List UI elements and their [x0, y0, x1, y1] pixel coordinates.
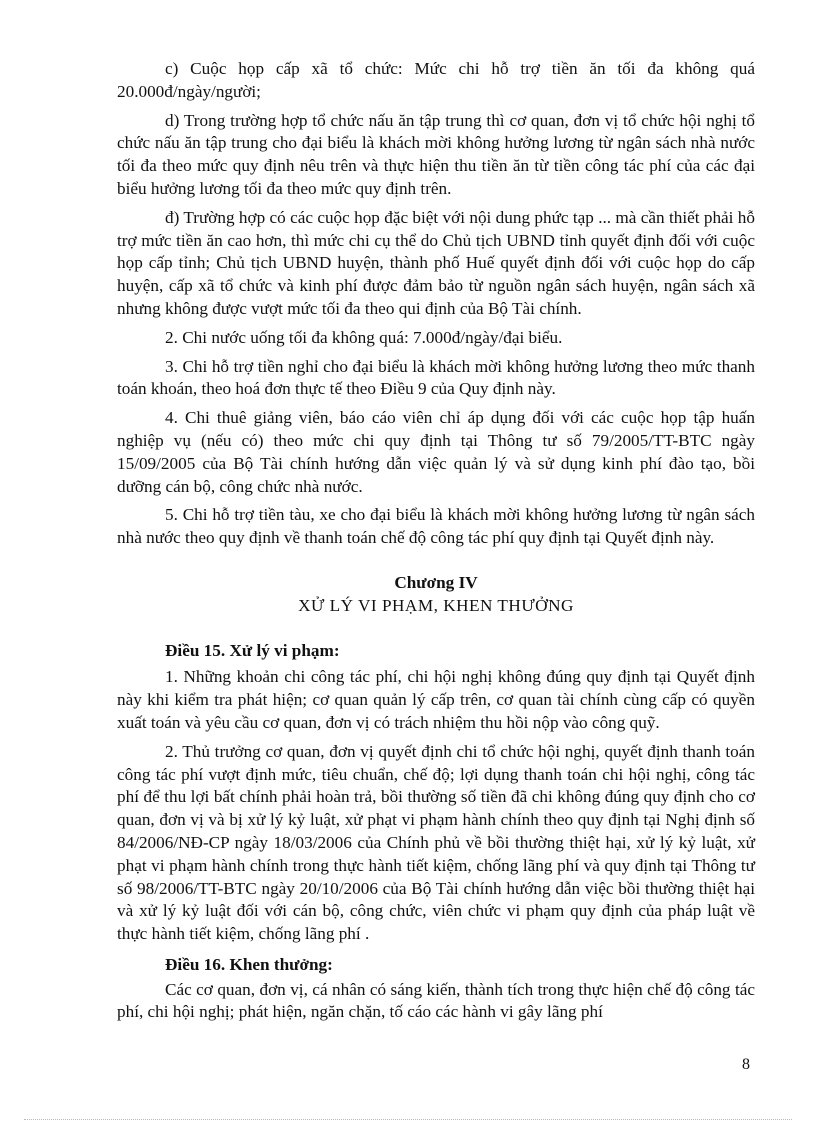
paragraph-item-3: 3. Chi hỗ trợ tiền nghỉ cho đại biểu là khách mời không hưởng lương theo mức thanh toán khoán, theo hoá đơn thực tế theo Điều 9 của Quy định này. — [117, 356, 755, 399]
article-15-paragraph-1: 1. Những khoản chi công tác phí, chi hội nghị không đúng quy định tại Quyết định này khi kiểm tra phát hiện; cơ quan quản lý cấp trên, cơ quan tài chính cùng cấp có quyền xuất toán và yêu cầu cơ quan, đơn vị có trách nhiệm thu hồi nộp vào công quỹ. — [117, 667, 755, 732]
document-page — [117, 58, 755, 1030]
chapter-title: XỬ LÝ VI PHẠM, KHEN THƯỞNG — [298, 595, 574, 615]
paragraph-d: d) Trong trường hợp tổ chức nấu ăn tập trung thì cơ quan, đơn vị tổ chức hội nghị tổ chức nấu ăn tập trung cho đại biểu là khách mời không hưởng lương từ ngân sách nhà nước tối đa theo mức quy định nêu trên và thực hiện thu tiền ăn từ tiền công tác phí của các đại biểu hưởng lương tối đa theo mức quy định trên. — [117, 110, 755, 198]
paragraph-dd: đ) Trường hợp có các cuộc họp đặc biệt với nội dung phức tạp ... mà cần thiết phải hỗ trợ mức tiền ăn cao hơn, thì mức chi cụ thể do Chủ tịch UBND tỉnh quyết định đối với cuộc họp cấp tỉnh; Chủ tịch UBND huyện, thành phố Huế quyết định đối với cuộc họp do cấp huyện, cấp xã tổ chức và kinh phí được đảm bảo từ nguồn ngân sách huyện, ngân sách xã nhưng không được vượt mức tối đa theo qui định của Bộ Tài chính. — [117, 207, 755, 318]
article-16-heading: Điều 16. Khen thưởng: — [165, 954, 333, 974]
paragraph-c: c) Cuộc họp cấp xã tổ chức: Mức chi hỗ trợ tiền ăn tối đa không quá 20.000đ/ngày/người; — [117, 59, 755, 101]
page-number: 8 — [742, 1056, 750, 1073]
page-bottom-divider — [24, 1119, 792, 1120]
article-15-paragraph-2: 2. Thủ trưởng cơ quan, đơn vị quyết định chi tổ chức hội nghị, quyết định thanh toán công tác phí vượt định mức, tiêu chuẩn, chế độ; lợi dụng thanh toán chi hội nghị, công tác phí để thu lợi bất chính phải hoàn trả, bồi thường số tiền đã chi không đúng quy định cho cơ quan, đơn vị và bị xử lý kỷ luật, xử phạt vi phạm hành chính theo quy định tại Nghị định số 84/2006/NĐ-CP ngày 18/03/2006 của Chính phủ về bồi thường thiệt hại, xử lý kỷ luật, xử phạt vi phạm hành chính trong thực hành tiết kiệm, chống lãng phí và quy định tại Thông tư số 98/2006/TT-BTC ngày 20/10/2006 của Bộ Tài chính hướng dẫn việc bồi thường thiệt hại và xử lý kỷ luật đối với cán bộ, công chức, viên chức vi phạm quy định của pháp luật về thực hành tiết kiệm, chống lãng phí . — [117, 741, 755, 944]
paragraph-item-2: 2. Chi nước uống tối đa không quá: 7.000đ/ngày/đại biểu. — [165, 327, 563, 347]
article-15-heading: Điều 15. Xử lý vi phạm: — [165, 640, 340, 660]
article-16-paragraph-1: Các cơ quan, đơn vị, cá nhân có sáng kiến, thành tích trong thực hiện chế độ công tác phí, chi hội nghị; phát hiện, ngăn chặn, tố cáo các hành vi gây lãng phí — [117, 979, 755, 1022]
paragraph-item-5: 5. Chi hỗ trợ tiền tàu, xe cho đại biểu là khách mời không hưởng lương từ ngân sách nhà nước theo quy định về thanh toán chế độ công tác phí quy định tại Quyết định này. — [117, 505, 755, 548]
chapter-heading — [117, 572, 755, 618]
paragraph-item-4: 4. Chi thuê giảng viên, báo cáo viên chỉ áp dụng đối với các cuộc họp tập huấn nghiệp vụ (nếu có) theo mức chi quy định tại Thông tư số 79/2005/TT-BTC ngày 15/09/2005 của Bộ Tài chính hướng dẫn việc quản lý và sử dụng kinh phí đào tạo, bồi dưỡng cán bộ, công chức nhà nước. — [117, 408, 755, 496]
chapter-number: Chương IV — [394, 572, 478, 592]
